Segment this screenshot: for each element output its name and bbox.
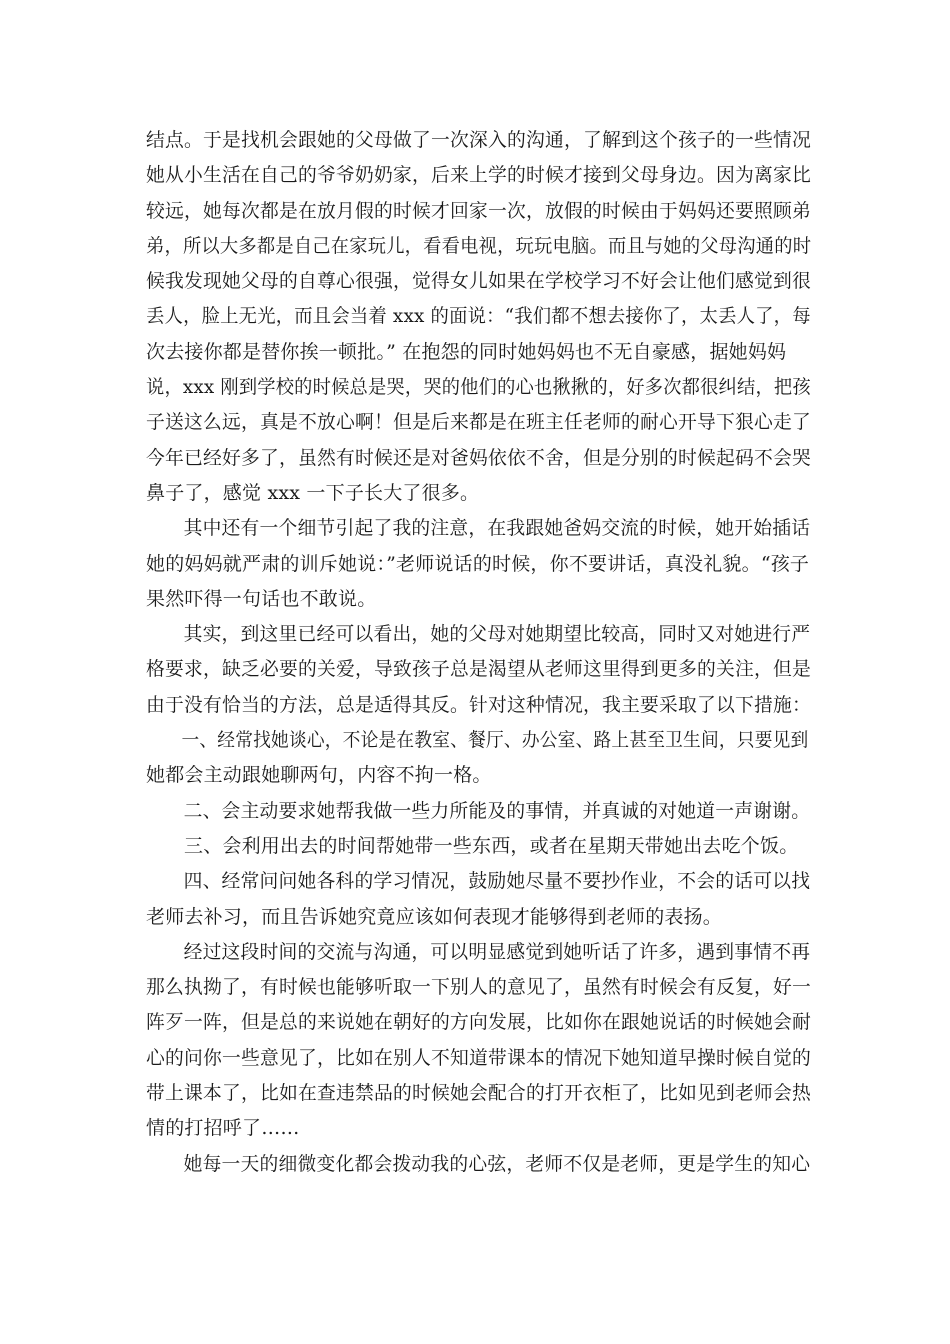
text-line: 老师去补习，而且告诉她究竟应该如何表现才能够得到老师的表扬。 [146,905,723,928]
text-line: 今年已经好多了，虽然有时候还是对爸妈依依不舍，但是分别的时候起码不会哭 [146,446,812,469]
text-line: 鼻子了，感觉 xxx 一下子长大了很多。 [146,481,480,504]
text-line: 果然吓得一句话也不敢说。 [146,587,377,610]
text-line: 心的问你一些意见了，比如在别人不知道带课本的情况下她知道早操时候自觉的 [146,1046,812,1069]
text-line: 弟，所以大多都是自己在家玩儿，看看电视，玩玩电脑。而且与她的父母沟通的时 [146,234,812,257]
text-line: 子送这么远，真是不放心啊！但是后来都是在班主任老师的耐心开导下狠心走了 [146,411,812,434]
text-line: 她的妈妈就严肃的训斥她说：”老师说话的时候，你不要讲话，真没礼貌。“孩子 [146,552,810,575]
text-line: 那么执拗了，有时候也能够听取一下别人的意见了，虽然有时候会有反复，好一 [146,976,812,999]
text-line: 情的打招呼了…… [146,1117,300,1140]
text-line: 阵歹一阵，但是总的来说她在朝好的方向发展，比如你在跟她说话的时候她会耐 [146,1011,812,1034]
text-line: 她都会主动跟她聊两句，内容不拘一格。 [146,764,492,787]
text-line: 较远，她每次都是在放月假的时候才回家一次，放假的时候由于妈妈还要照顾弟 [146,199,812,222]
text-line: 她每一天的细微变化都会拨动我的心弦，老师不仅是老师，更是学生的知心 [183,1152,811,1175]
text-line: 二、会主动要求她帮我做一些力所能及的事情，并真诚的对她道一声谢谢。 [183,799,811,822]
text-line: 四、经常问问她各科的学习情况，鼓励她尽量不要抄作业，不会的话可以找 [183,870,811,893]
text-line: 丢人，脸上无光，而且会当着 xxx 的面说：“我们都不想去接你了，太丢人了，每 [146,305,811,328]
text-line: 三、会利用出去的时间帮她带一些东西，或者在星期天带她出去吃个饭。 [184,834,799,857]
text-line: 一、经常找她谈心，不论是在教室、餐厅、办公室、路上甚至卫生间，只要见到 [181,729,809,752]
text-line: 其实，到这里已经可以看出，她的父母对她期望比较高，同时又对她进行严 [183,623,811,646]
text-line: 说，xxx 刚到学校的时候总是哭，哭的他们的心也揪揪的，好多次都很纠结，把孩 [146,376,811,399]
text-line: 由于没有恰当的方法，总是适得其反。针对这种情况，我主要采取了以下措施： [146,693,812,716]
text-line: 其中还有一个细节引起了我的注意，在我跟她爸妈交流的时候，她开始插话 [183,517,811,540]
text-line: 格要求，缺乏必要的关爱，导致孩子总是渴望从老师这里得到更多的关注，但是 [146,658,812,681]
text-line: 带上课本了，比如在查违禁品的时候她会配合的打开衣柜了，比如见到老师会热 [146,1082,812,1105]
text-line: 她从小生活在自己的爷爷奶奶家，后来上学的时候才接到父母身边。因为离家比 [146,164,812,187]
text-line: 经过这段时间的交流与沟通，可以明显感觉到她听话了许多，遇到事情不再 [183,940,811,963]
text-line: 次去接你都是替你挨一顿批。” 在抱怨的同时她妈妈也不无自豪感，据她妈妈 [146,340,787,363]
text-line: 结点。于是找机会跟她的父母做了一次深入的沟通，了解到这个孩子的一些情况 [146,129,812,151]
text-line: 候我发现她父母的自尊心很强，觉得女儿如果在学校学习不好会让他们感觉到很 [146,270,812,293]
document-body [146,123,811,1182]
